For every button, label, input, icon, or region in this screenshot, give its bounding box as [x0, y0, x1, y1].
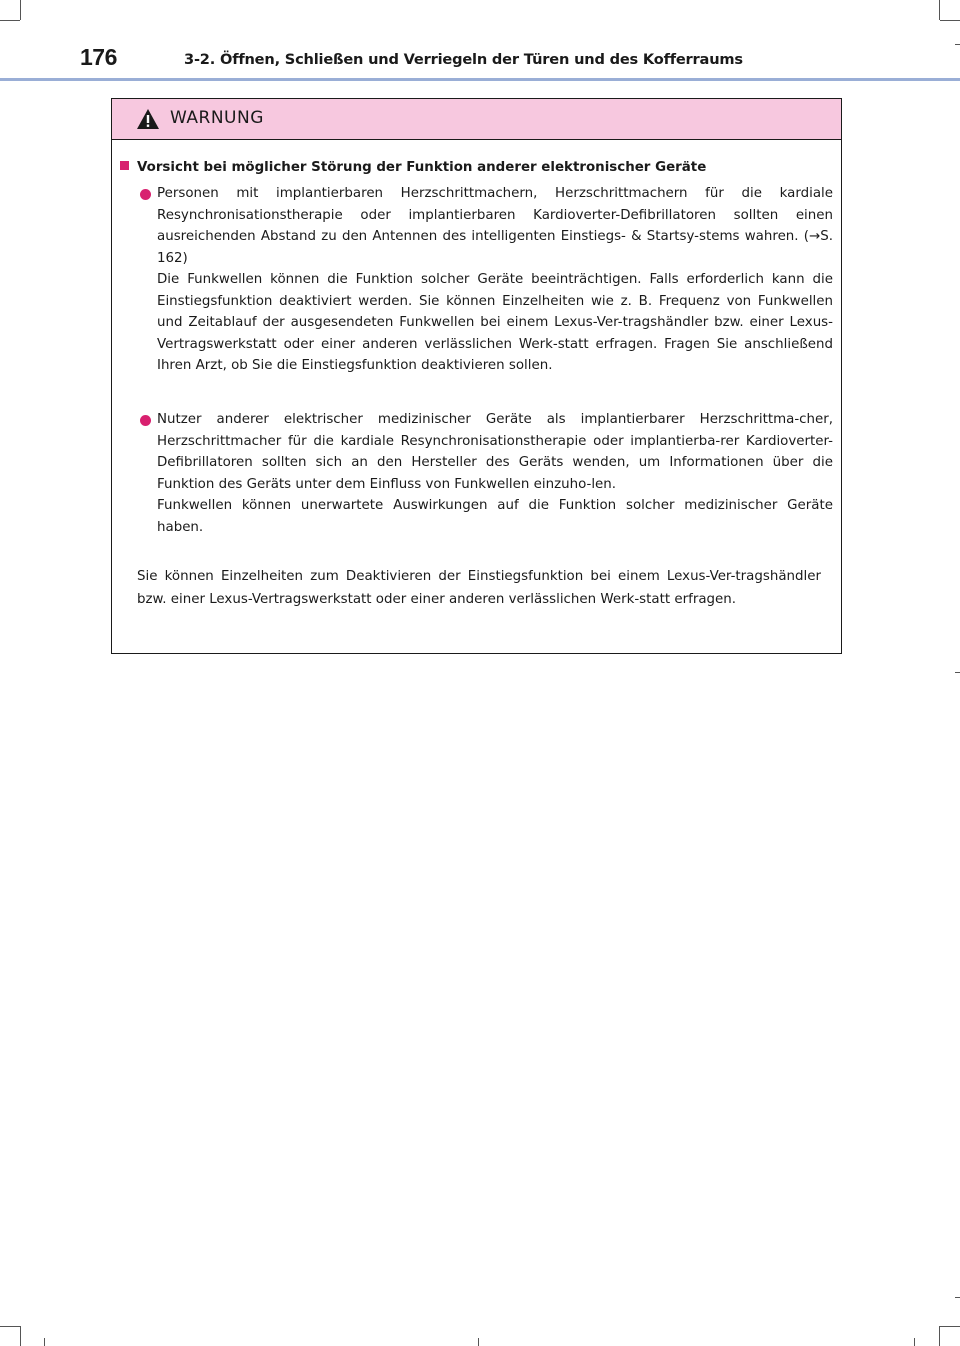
section-title: 3-2. Öffnen, Schließen und Verriegeln der Türen und des Kofferraums — [184, 51, 743, 68]
bullet-paragraph: Personen mit implantierbaren Herzschrittmachern, Herzschrittmachern für die kardiale Resynchronisationstherapie oder implantierbaren Kardioverter-Defibrillatoren sollten einen ausreichenden Abstand zu den Antennen des intelligenten Einstiegs- & Startsy-stems wahren. (→S. 162) — [157, 186, 833, 266]
warning-header — [112, 99, 841, 140]
crop-mark — [955, 1297, 960, 1298]
crop-mark — [478, 1338, 479, 1346]
crop-mark — [940, 1326, 960, 1327]
warning-label: WARNUNG — [170, 108, 264, 128]
crop-mark — [914, 1338, 915, 1346]
crop-mark — [955, 672, 960, 673]
bullet-paragraph: Funkwellen können unerwartete Auswirkungen auf die Funktion solcher medizinischer Geräte haben. — [157, 498, 833, 535]
crop-mark — [0, 1326, 20, 1327]
warning-heading — [120, 157, 833, 178]
page-header — [0, 0, 960, 82]
round-bullet-icon — [140, 189, 151, 200]
warning-box — [111, 98, 842, 654]
list-item — [140, 409, 833, 538]
warning-triangle-icon — [136, 108, 160, 130]
page-number: 176 — [80, 44, 117, 70]
warning-heading-text: Vorsicht bei möglicher Störung der Funktion anderer elektronischer Geräte — [137, 160, 707, 175]
list-item — [140, 183, 833, 377]
closing-paragraph: Sie können Einzelheiten zum Deaktivieren der Einstiegsfunktion bei einem Lexus-Ver-tragshändler bzw. einer Lexus-Vertragswerkstatt oder einer anderen verlässlichen Werk-statt erfragen. — [137, 569, 821, 607]
crop-mark — [939, 1326, 940, 1346]
header-rule — [0, 78, 960, 81]
crop-mark — [44, 1338, 45, 1346]
crop-mark — [20, 1326, 21, 1346]
round-bullet-icon — [140, 415, 151, 426]
square-bullet-icon — [120, 161, 129, 170]
bullet-paragraph: Nutzer anderer elektrischer medizinischer Geräte als implantierbarer Herzschrittma-cher, Herzschrittmacher für die kardiale Resynchronisationstherapie oder implantierba-rer Kardioverter-Defibrillatoren sollten sich an den Hersteller des Geräts wenden, um Informationen über die Funktion des Geräts unter dem Einfluss von Funkwellen einzuho-len. — [157, 412, 833, 492]
bullet-paragraph: Die Funkwellen können die Funktion solcher Geräte beeinträchtigen. Falls erforderlich kann die Einstiegsfunktion deaktiviert werden. Sie können Einzelheiten wie z. B. Frequenz von Funkwellen und Zeitablauf der ausgesendeten Funkwellen bei einem Lexus-Ver-tragshändler bzw. einer Lexus-Vertragswerkstatt oder einer anderen verlässlichen Werk-statt erfragen. Fragen Sie anschließend Ihren Arzt, ob Sie die Einstiegsfunktion deaktivieren sollen. — [157, 272, 833, 373]
